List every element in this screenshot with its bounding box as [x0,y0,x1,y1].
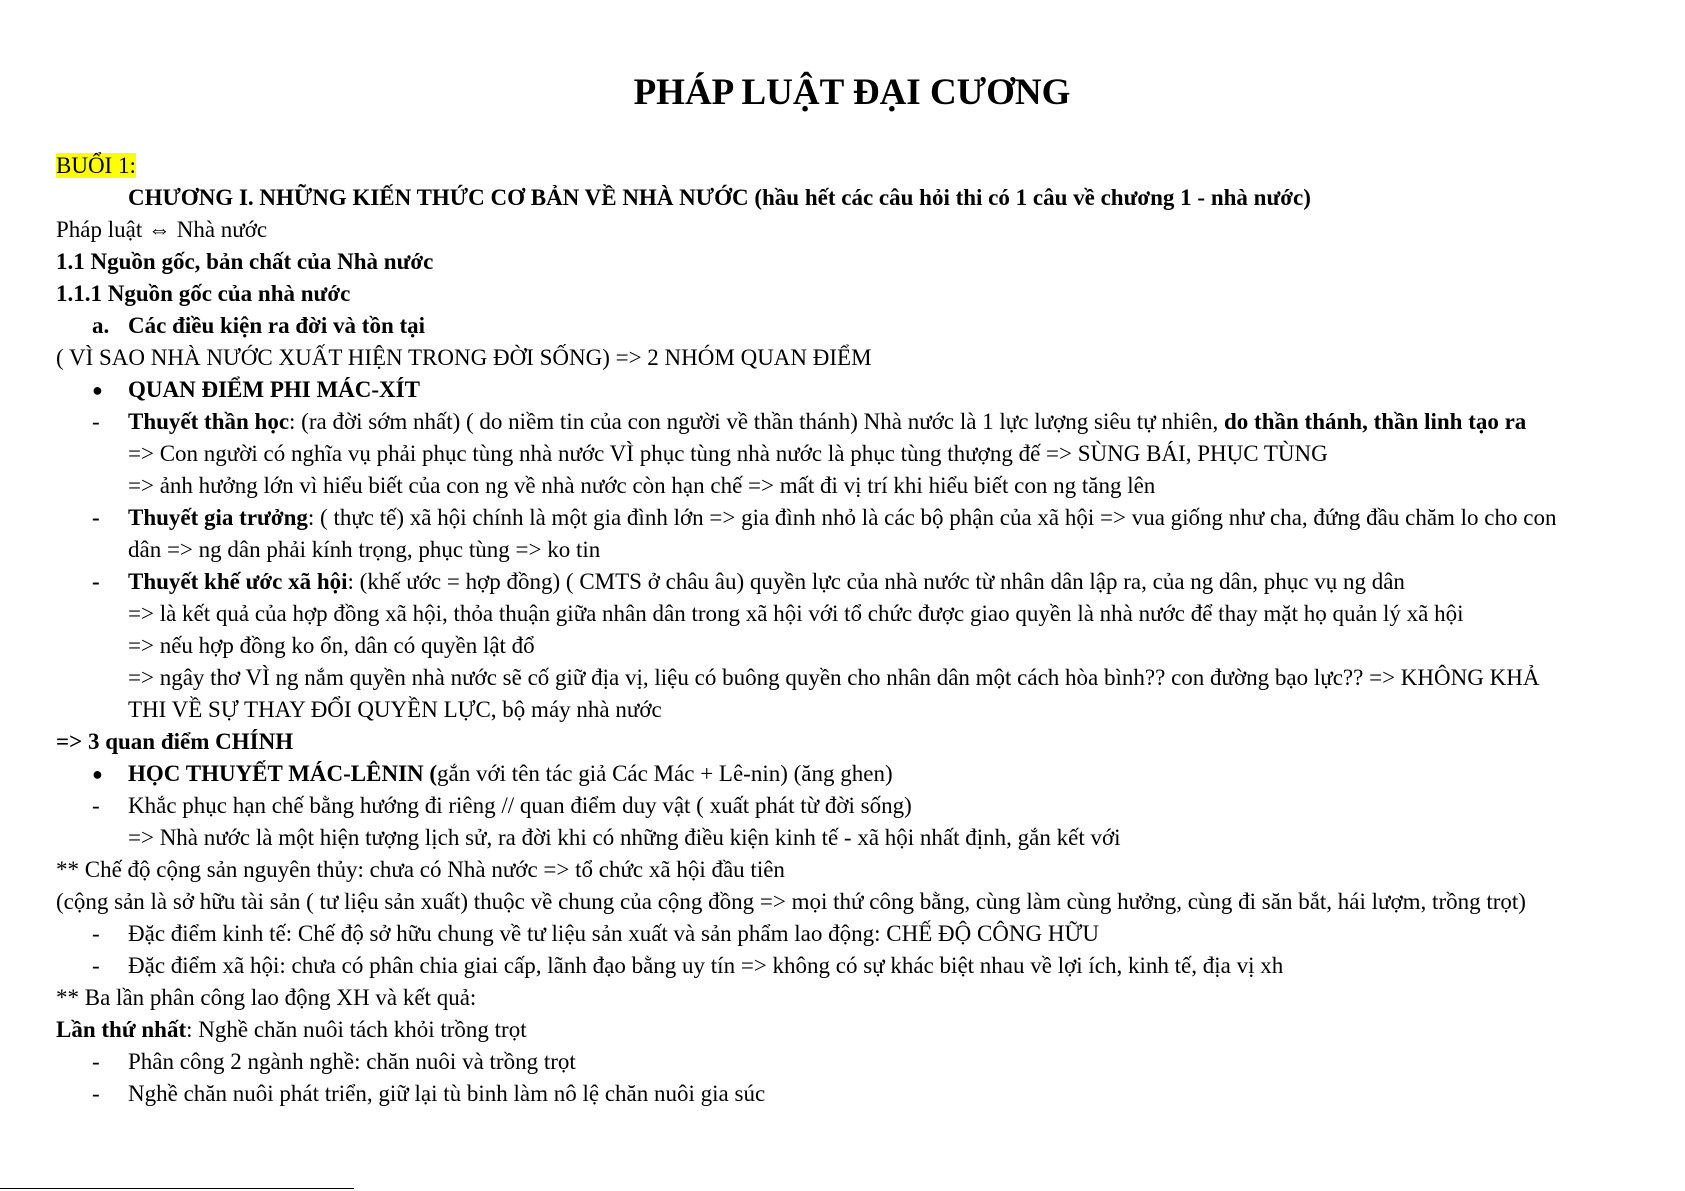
theology-cont-1: => Con người có nghĩa vụ phải phục tùng nhà nước VÌ phục tùng nhà nước là phục tùng thượng đế => SÙNG BÁI, PHỤC TÙNG [128,441,1328,466]
social-contract-cont-3: => ngây thơ VÌ ng nắm quyền nhà nước sẽ cố giữ địa vị, liệu có buông quyền cho nhân dân một cách hòa bình?? con đường bạo lực?? => KHÔNG KHẢ [128,665,1540,690]
bullet-icon: ● [92,764,103,784]
theology-cont-2: => ảnh hưởng lớn vì hiểu biết của con ng về nhà nước còn hạn chế => mất đi vị trí khi hiểu biết con ng tăng lên [128,473,1156,498]
document-page [56,62,1636,1110]
three-divisions-line: ** Ba lần phân công lao động XH và kết quả: [56,985,477,1010]
econ-feature-text: Đặc điểm kinh tế: Chế độ sở hữu chung về tư liệu sản xuất và sản phẩm lao động: CHẾ ĐỘ CÔNG HỮU [128,921,1099,946]
dash-marker: - [92,921,100,946]
dash-social-contract [56,566,1636,598]
list-item-a-text: Các điều kiện ra đời và tồn tại [128,313,426,338]
dash-marker: - [92,569,100,594]
dash-marker: - [92,505,100,530]
heading-1-1: 1.1 Nguồn gốc, bản chất của Nhà nước [56,249,434,274]
dash-theology [56,406,1636,438]
theology-term: Thuyết thần học [128,409,290,434]
dash-marx-1 [56,790,1636,822]
relation-line: Pháp luật ⇔ Nhà nước [56,217,268,242]
patriarchal-term: Thuyết gia trưởng [128,505,308,530]
marxism-text: gắn với tên tác giả Các Mác + Lê-nin) (ăng ghen) [437,761,893,786]
patriarchal-cont-1: dân => ng dân phải kính trọng, phục tùng => ko tin [128,537,601,562]
social-contract-cont-4: THI VỀ SỰ THAY ĐỔI QUYỀN LỰC, bộ máy nhà nước [128,697,662,722]
dash-econ-feature [56,918,1636,950]
theology-bold-end: do thần thánh, thần linh tạo ra [1224,409,1527,434]
social-contract-cont-2: => nếu hợp đồng ko ổn, dân có quyền lật đổ [128,633,535,658]
footnote-divider [0,1188,354,1189]
dash-marker: - [92,1049,100,1074]
first-time-term: Lần thứ nhất [56,1017,187,1042]
dash-marker: - [92,1081,100,1106]
bullet-non-marxist-text: QUAN ĐIỂM PHI MÁC-XÍT [128,377,420,402]
first-time-line [56,1014,1636,1046]
marx-dash-1-text: Khắc phục hạn chế bằng hướng đi riêng // quan điểm duy vật ( xuất phát từ đời sống) [128,793,912,818]
page-title: PHÁP LUẬT ĐẠI CƯƠNG [633,72,1071,113]
social-contract-cont-1: => là kết quả của hợp đồng xã hội, thỏa thuận giữa nhân dân trong xã hội với tổ chức được giao quyền là nhà nước để thay mặt họ quản lý xã hội [128,601,1464,626]
primitive-note: (cộng sản là sở hữu tài sản ( tư liệu sản xuất) thuộc về chung của cộng đồng => mọi thứ công bằng, cùng làm cùng hưởng, cùng đi săn bắt, hái lượm, trồng trọt) [56,889,1526,914]
three-views-line: => 3 quan điểm CHÍNH [56,729,294,754]
list-item-a [56,310,1636,342]
theology-text: : (ra đời sớm nhất) ( do niềm tin của con người về thần thánh) Nhà nước là 1 lực lượng siêu tự nhiên, [289,409,1225,434]
bullet-icon: ● [92,380,103,400]
first-dash-2-text: Nghề chăn nuôi phát triển, giữ lại tù binh làm nô lệ chăn nuôi gia súc [128,1081,766,1106]
bullet-marxism [56,758,1636,790]
dash-first-1 [56,1046,1636,1078]
dash-patriarchal [56,502,1636,534]
primitive-line: ** Chế độ cộng sản nguyên thủy: chưa có Nhà nước => tổ chức xã hội đầu tiên [56,857,785,882]
why-line: ( VÌ SAO NHÀ NƯỚC XUẤT HIỆN TRONG ĐỜI SỐNG) => 2 NHÓM QUAN ĐIỂM [56,345,872,370]
marxism-term: HỌC THUYẾT MÁC-LÊNIN ( [128,761,438,786]
chapter-heading: CHƯƠNG I. NHỮNG KIẾN THỨC CƠ BẢN VỀ NHÀ NƯỚC (hầu hết các câu hỏi thi có 1 câu về chương 1 - nhà nước) [128,185,1311,210]
patriarchal-text: : ( thực tế) xã hội chính là một gia đình lớn => gia đình nhỏ là các bộ phận của xã hội => vua giống như cha, đứng đầu chăm lo cho con [307,505,1557,530]
dash-marker: - [92,953,100,978]
first-time-text: : Nghề chăn nuôi tách khỏi trồng trọt [186,1017,527,1042]
session-label: BUỔI 1: [56,153,136,178]
session-line [56,150,1636,182]
social-feature-text: Đặc điểm xã hội: chưa có phân chia giai cấp, lãnh đạo bằng uy tín => không có sự khác biệt nhau về lợi ích, kinh tế, địa vị xh [128,953,1284,978]
dash-marker: - [92,793,100,818]
list-marker-a: a. [92,313,110,338]
heading-1-1-1: 1.1.1 Nguồn gốc của nhà nước [56,281,351,306]
social-contract-term: Thuyết khế ước xã hội [128,569,348,594]
dash-social-feature [56,950,1636,982]
dash-first-2 [56,1078,1636,1110]
social-contract-text: : (khế ước = hợp đồng) ( CMTS ở châu âu) quyền lực của nhà nước từ nhân dân lập ra, của ng dân, phục vụ ng dân [347,569,1405,594]
first-dash-1-text: Phân công 2 ngành nghề: chăn nuôi và trồng trọt [128,1049,576,1074]
marx-cont-1: => Nhà nước là một hiện tượng lịch sử, ra đời khi có những điều kiện kinh tế - xã hội nhất định, gắn kết với [128,825,1121,850]
dash-marker: - [92,409,100,434]
bullet-non-marxist [56,374,1636,406]
